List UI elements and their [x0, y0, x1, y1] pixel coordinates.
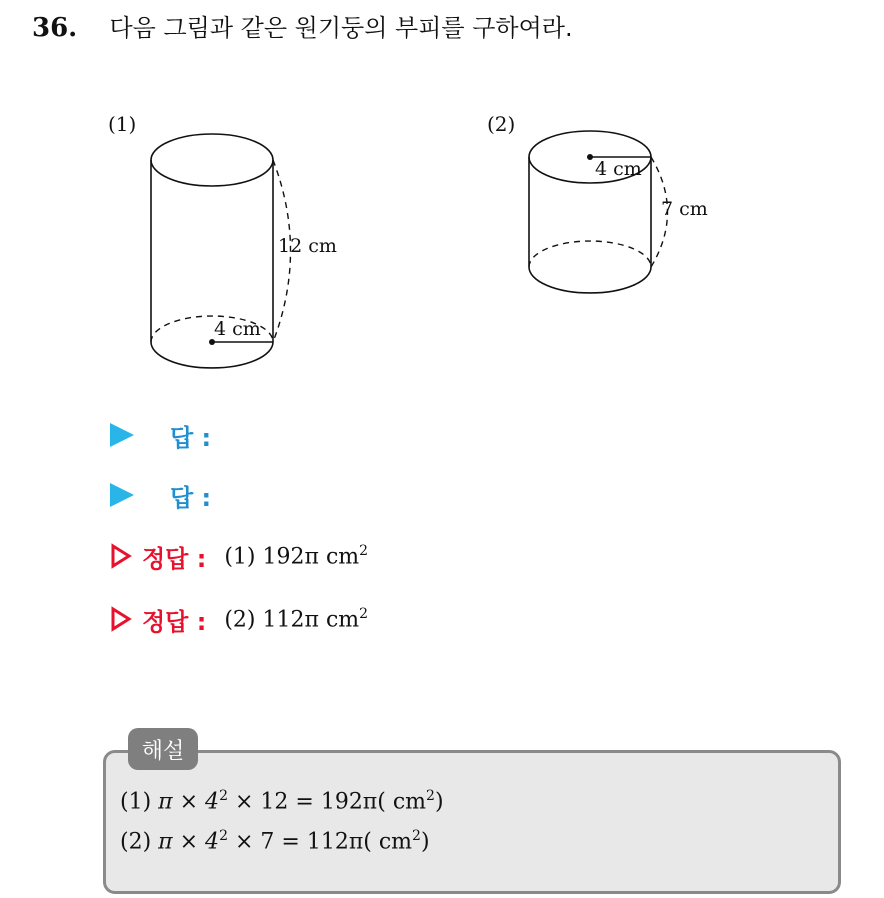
play-triangle-icon [110, 483, 134, 507]
answer-label: 답 : [170, 483, 212, 512]
correct-answer-label: 정답 : [142, 607, 207, 636]
answer-row-blank-1 [110, 417, 211, 453]
outline-triangle-icon [110, 543, 132, 569]
answer-label: 답 : [170, 423, 212, 452]
height-label-1: 12 cm [278, 235, 337, 257]
correct-answer-value: (2) 112π $cm^2$ [224, 605, 369, 633]
cylinder-figure-1 [140, 125, 360, 385]
figure-1-label: (1) [108, 112, 137, 136]
cylinder-figure-2 [518, 125, 738, 315]
play-triangle-icon [110, 423, 134, 447]
solution-tab: 해설 [128, 728, 198, 770]
outline-triangle-icon [110, 606, 132, 632]
figure-2-label: (2) [487, 112, 516, 136]
correct-answer-row-1 [110, 538, 368, 574]
solution-line-2: (2) $\pi \times 4^2 \times 7 = 112\pi$( $cm^2$) [120, 828, 430, 855]
radius-label-2: 4 cm [595, 158, 642, 180]
solution-line-1: (1) $\pi \times 4^2 \times 12 = 192\pi$( $cm^2$) [120, 788, 444, 815]
question-header [32, 10, 573, 46]
correct-answer-row-2 [110, 601, 368, 637]
radius-label-1: 4 cm [214, 318, 261, 340]
question-number: 36. [32, 13, 78, 43]
height-label-2: 7 cm [661, 198, 708, 220]
solution-box [103, 750, 841, 894]
correct-answer-label: 정답 : [142, 544, 207, 573]
answer-row-blank-2 [110, 477, 211, 513]
correct-answer-value: (1) 192π $cm^2$ [224, 542, 369, 570]
question-text: 다음 그림과 같은 원기둥의 부피를 구하여라. [109, 14, 573, 42]
